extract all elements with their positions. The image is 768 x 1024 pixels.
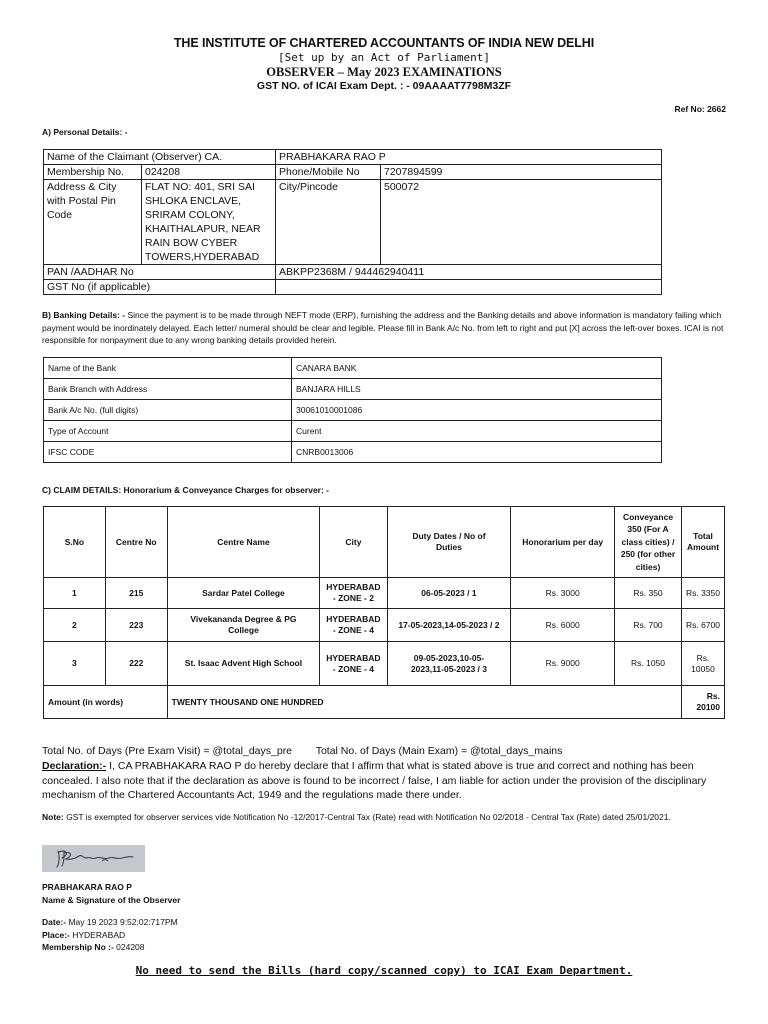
pan-label: PAN /AADHAR No bbox=[44, 265, 276, 280]
cell-centre-no: 215 bbox=[105, 578, 167, 609]
table-row bbox=[44, 165, 662, 180]
address-label-line: Code bbox=[47, 209, 73, 221]
total-days-main: Total No. of Days (Main Exam) = @total_days_mains bbox=[315, 745, 563, 757]
cell-centre-no: 222 bbox=[105, 642, 167, 686]
phone-label: Phone/Mobile No bbox=[276, 165, 381, 180]
address-label-line: with Postal Pin bbox=[47, 195, 116, 207]
cell-honorarium: Rs. 3000 bbox=[511, 578, 615, 609]
table-row bbox=[44, 421, 662, 442]
table-row bbox=[44, 686, 725, 719]
bank-label: Type of Account bbox=[44, 421, 292, 442]
table-row bbox=[44, 280, 662, 295]
bank-label: IFSC CODE bbox=[44, 442, 292, 463]
place-line bbox=[42, 929, 178, 942]
amount-total: Rs. 20100 bbox=[681, 686, 724, 719]
city-label: City/Pincode bbox=[276, 180, 381, 265]
cell-conveyance: Rs. 350 bbox=[615, 578, 682, 609]
cell-duty: 09-05-2023,10-05-2023,11-05-2023 / 3 bbox=[387, 642, 511, 686]
gst-note bbox=[42, 811, 732, 823]
place-value: HYDERABAD bbox=[69, 929, 126, 940]
declaration-label: Declaration:- bbox=[42, 760, 107, 772]
personal-details-title: A) Personal Details: - bbox=[42, 127, 128, 137]
gst-value bbox=[276, 280, 662, 295]
col-sno: S.No bbox=[44, 507, 106, 578]
cell-total: Rs. 3350 bbox=[681, 578, 724, 609]
institute-title: THE INSTITUTE OF CHARTERED ACCOUNTANTS OF INDIA NEW DELHI bbox=[173, 36, 595, 50]
address-line: SHLOKA ENCLAVE, bbox=[145, 195, 242, 207]
phone-value: 7207894599 bbox=[381, 165, 662, 180]
membership-label: Membership No. bbox=[44, 165, 142, 180]
note-text: GST is exempted for observer services vide Notification No -12/2017-Central Tax (Rate) read with Notification No 02/2018 - Central Tax (Rate) dated 25/01/2021. bbox=[63, 812, 671, 822]
gst-number: GST NO. of ICAI Exam Dept. : - 09AAAAT7798M3ZF bbox=[256, 80, 512, 92]
address-line: FLAT NO: 401, SRI SAI bbox=[145, 181, 255, 193]
cell-centre-name: Sardar Patel College bbox=[167, 578, 320, 609]
banking-title: B) Banking Details: - bbox=[42, 310, 126, 320]
membership-footer-label: Membership No :- bbox=[42, 942, 114, 952]
claim-table bbox=[43, 506, 725, 719]
col-duty-dates: Duty Dates / No of Duties bbox=[387, 507, 511, 578]
cell-sno: 2 bbox=[44, 609, 106, 642]
cell-total: Rs. 6700 bbox=[681, 609, 724, 642]
table-row bbox=[44, 609, 725, 642]
signature-block bbox=[42, 881, 180, 907]
cell-duty: 17-05-2023,14-05-2023 / 2 bbox=[387, 609, 511, 642]
col-honorarium: Honorarium per day bbox=[511, 507, 615, 578]
address-value bbox=[142, 180, 276, 265]
footer-text: No need to send the Bills (hard copy/scanned copy) to ICAI Exam Department. bbox=[135, 964, 633, 977]
total-days-pre: Total No. of Days (Pre Exam Visit) = @total_days_pre bbox=[42, 745, 293, 757]
cell-sno: 3 bbox=[44, 642, 106, 686]
address-label-line: Address & City bbox=[47, 181, 117, 193]
col-city: City bbox=[320, 507, 387, 578]
date-value: May 19 2023 9:52:02:717PM bbox=[66, 917, 178, 927]
observer-name: PRABHAKARA RAO P bbox=[42, 882, 132, 892]
claimant-label: Name of the Claimant (Observer) CA. bbox=[44, 150, 276, 165]
declaration-text: I, CA PRABHAKARA RAO P do hereby declare that I affirm that what is stated above is true and correct and nothing has been concealed. I also note that if the declaration as above is found to be incorrect / false, I am liable for action under the provision of the disciplinary mechanism of the Chartered Accountants Act, 1949 and the regulations made there under. bbox=[42, 760, 707, 801]
declaration bbox=[42, 759, 732, 803]
cell-sno: 1 bbox=[44, 578, 106, 609]
amount-words-label: Amount (in words) bbox=[44, 686, 168, 719]
signature-meta bbox=[42, 916, 178, 954]
address-label bbox=[44, 180, 142, 265]
signature-image bbox=[42, 845, 145, 872]
personal-details-table bbox=[43, 149, 662, 295]
table-row bbox=[44, 442, 662, 463]
date-label: Date:- bbox=[42, 917, 67, 927]
table-row bbox=[44, 379, 662, 400]
cell-honorarium: Rs. 6000 bbox=[511, 609, 615, 642]
note-label: Note: bbox=[42, 812, 64, 822]
bank-value: CANARA BANK bbox=[292, 358, 662, 379]
membership-line bbox=[42, 941, 178, 954]
banking-table bbox=[43, 357, 662, 463]
col-conveyance: Conveyance 350 (For A class cities) / 250 (for other cities) bbox=[615, 507, 682, 578]
table-row bbox=[44, 400, 662, 421]
table-row bbox=[44, 150, 662, 165]
cell-city: HYDERABAD - ZONE - 2 bbox=[320, 578, 387, 609]
address-line: SRIRAM COLONY, bbox=[145, 209, 235, 221]
cell-conveyance: Rs. 700 bbox=[615, 609, 682, 642]
bank-value: BANJARA HILLS bbox=[292, 379, 662, 400]
membership-value: 024208 bbox=[142, 165, 276, 180]
cell-honorarium: Rs. 9000 bbox=[511, 642, 615, 686]
table-row bbox=[44, 265, 662, 280]
bank-label: Name of the Bank bbox=[44, 358, 292, 379]
table-header-row bbox=[44, 507, 725, 578]
table-row bbox=[44, 180, 662, 265]
amount-words-value: TWENTY THOUSAND ONE HUNDRED bbox=[167, 686, 681, 719]
table-row bbox=[44, 358, 662, 379]
cell-conveyance: Rs. 1050 bbox=[615, 642, 682, 686]
address-line: KHAITHALAPUR, NEAR bbox=[145, 223, 261, 235]
membership-footer-value: 024208 bbox=[113, 942, 145, 952]
claimant-value: PRABHAKARA RAO P bbox=[276, 150, 662, 165]
cell-duty: 06-05-2023 / 1 bbox=[387, 578, 511, 609]
claim-details-title: C) CLAIM DETAILS: Honorarium & Conveyance Charges for observer: - bbox=[42, 485, 329, 495]
address-line: TOWERS,HYDERABAD bbox=[145, 251, 260, 263]
col-total: Total Amount bbox=[681, 507, 724, 578]
gst-label: GST No (if applicable) bbox=[44, 280, 276, 295]
cell-centre-name: St. Isaac Advent High School bbox=[167, 642, 320, 686]
signature-caption: Name & Signature of the Observer bbox=[42, 895, 181, 905]
bank-label: Bank Branch with Address bbox=[44, 379, 292, 400]
table-row bbox=[44, 642, 725, 686]
banking-note-text: Since the payment is to be made through NEFT mode (ERP), furnishing the address and the Banking details and above information is mandatory failing which payment would be inordinately delayed. Each letter/ numeral should be clear and legible. Please fill in Bank A/c No. from left to right and put [X] across the left-over boxes. ICAI is not responsible for nonpayment due to any wrong banking details provided herein. bbox=[42, 310, 724, 345]
cell-centre-no: 223 bbox=[105, 609, 167, 642]
date-line bbox=[42, 916, 178, 929]
cell-city: HYDERABAD - ZONE - 4 bbox=[320, 642, 387, 686]
banking-note bbox=[42, 309, 727, 347]
cell-centre-name: Vivekananda Degree & PG College bbox=[167, 609, 320, 642]
bank-value: 30061010001086 bbox=[292, 400, 662, 421]
col-centre-name: Centre Name bbox=[167, 507, 320, 578]
city-value: 500072 bbox=[381, 180, 662, 265]
total-days-line bbox=[42, 745, 562, 757]
cell-total: Rs. 10050 bbox=[681, 642, 724, 686]
address-line: RAIN BOW CYBER bbox=[145, 237, 238, 249]
bank-value: CNRB0013006 bbox=[292, 442, 662, 463]
footer-notice bbox=[0, 964, 768, 977]
handwritten-signature bbox=[42, 845, 145, 872]
place-label: Place:- bbox=[42, 929, 70, 940]
exam-title: OBSERVER – May 2023 EXAMINATIONS bbox=[266, 65, 502, 79]
col-centre-no: Centre No bbox=[105, 507, 167, 578]
pan-value: ABKPP2368M / 944462940411 bbox=[276, 265, 662, 280]
bank-value: Curent bbox=[292, 421, 662, 442]
ref-number: Ref No: 2662 bbox=[674, 104, 726, 114]
cell-city: HYDERABAD - ZONE - 4 bbox=[320, 609, 387, 642]
bank-label: Bank A/c No. (full digits) bbox=[44, 400, 292, 421]
institute-subtitle: [Set up by an Act of Parliament] bbox=[278, 51, 490, 64]
table-row bbox=[44, 578, 725, 609]
